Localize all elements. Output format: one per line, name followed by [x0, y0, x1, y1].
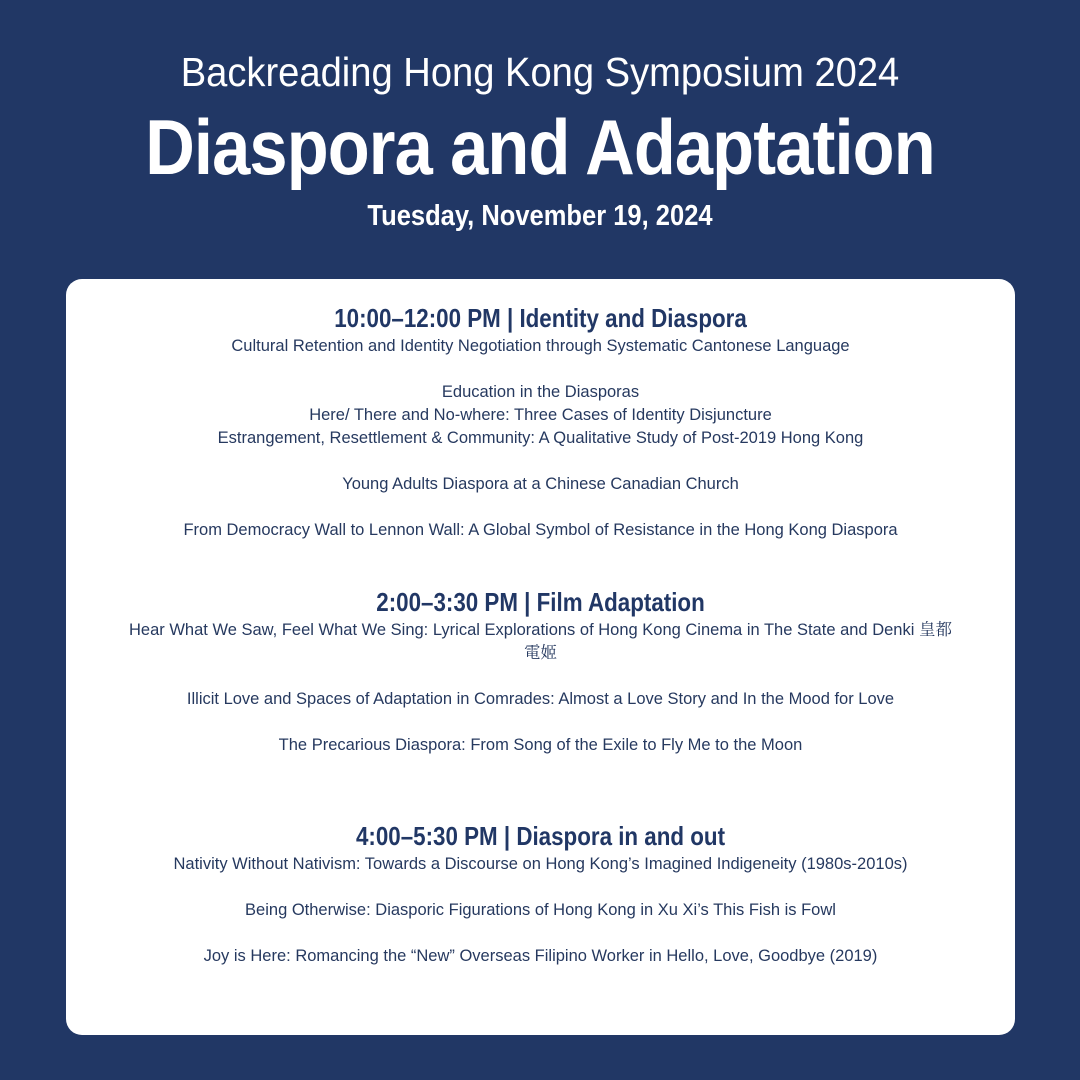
talk-item: Being Otherwise: Diasporic Figurations of Hong Kong in Xu Xi’s This Fish is Fowl — [245, 901, 836, 919]
talk-item: Illicit Love and Spaces of Adaptation in Comrades: Almost a Love Story and In the Mood for Love — [186, 690, 895, 708]
talk-item: Education in the Diasporas — [441, 383, 640, 401]
talk-item: Nativity Without Nativism: Towards a Discourse on Hong Kong’s Imagined Indigeneity (1980s-2010s) — [173, 855, 908, 873]
talk-item: From Democracy Wall to Lennon Wall: A Global Symbol of Resistance in the Hong Kong Diaspora — [183, 521, 898, 539]
session-heading: 4:00–5:30 PM | Diaspora in and out — [355, 821, 726, 851]
talk-item: Hear What We Saw, Feel What We Sing: Lyrical Explorations of Hong Kong Cinema in The State and Denki 皇都電姬 — [129, 621, 952, 662]
talk-item: Estrangement, Resettlement & Community: A Qualitative Study of Post-2019 Hong Kong — [217, 429, 864, 447]
event-date: Tuesday, November 19, 2024 — [367, 200, 713, 232]
schedule-card — [66, 279, 1015, 1035]
session-diaspora-in-and-out — [66, 819, 1015, 968]
symposium-subtitle: Backreading Hong Kong Symposium 2024 — [180, 49, 900, 95]
talk-item: Joy is Here: Romancing the “New” Overseas Filipino Worker in Hello, Love, Goodbye (2019) — [203, 947, 878, 965]
talk-item: Cultural Retention and Identity Negotiation through Systematic Cantonese Language — [231, 337, 850, 355]
session-film-adaptation — [66, 585, 1015, 757]
talk-item: Young Adults Diaspora at a Chinese Canadian Church — [342, 475, 739, 493]
talk-item: The Precarious Diaspora: From Song of the Exile to Fly Me to the Moon — [278, 736, 803, 754]
session-heading: 10:00–12:00 PM | Identity and Diaspora — [334, 303, 747, 333]
session-heading: 2:00–3:30 PM | Film Adaptation — [376, 587, 705, 617]
talk-item: Here/ There and No-where: Three Cases of Identity Disjuncture — [309, 406, 772, 424]
session-identity-and-diaspora — [66, 301, 1015, 542]
page-title: Diaspora and Adaptation — [145, 103, 935, 191]
